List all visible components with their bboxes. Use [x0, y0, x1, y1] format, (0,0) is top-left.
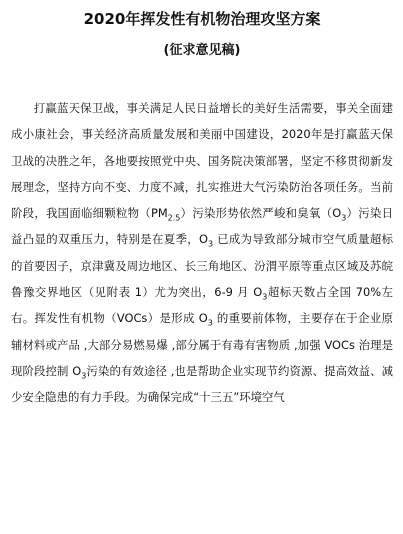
paragraph-text: 污染的有效途径 ,也是帮助企业实现节约资源、提高效益、减少安全隐患的有力手段。为确保完成“十三五”环境空气 — [11, 363, 393, 405]
paragraph-text: ）污染形势依然严峻和臭氧（O — [180, 206, 342, 221]
pm25-subscript: 2.5 — [167, 213, 181, 223]
paragraph-text: 打赢蓝天保卫战，事关满足人民日益增长的美好生活需要，事关全面建成小康社会，事关经济高质量发展和美丽中国建设，2020年是打赢蓝天保卫战的决胜之年，各地要按照党中央、国务院决策部署，坚定不移贯彻新发展理念，坚持方向不变、力度不减，扎实推进大气污染防治各项任务。当前阶段，我国面临细颗粒物（PM — [11, 101, 393, 221]
o3-subscript: 3 — [262, 292, 268, 302]
paragraph-text: 已成为导致部分城市空气质量超标的首要因子，京津冀及周边地区、长三角地区、汾渭平原等重点区域及苏皖鲁豫交界地区（见附表 1）尤为突出，6-9 月 O — [11, 232, 393, 300]
document-subtitle: (征求意见稿) — [163, 43, 241, 58]
body-paragraph — [11, 95, 393, 411]
document-title: 2020年挥发性有机物治理攻坚方案 — [83, 10, 321, 28]
o3-subscript: 3 — [341, 213, 347, 223]
paragraph-text: 超标天数占全国 70%左右。挥发性有机物（VOCs）是形成 O — [11, 285, 393, 326]
paragraph-text: 的重要前体物，主要存在于企业原辅材料或产品 ,大部分易燃易爆 ,部分属于有毒有害物质 ,加强 VOCs 治理是现阶段控制 O — [11, 311, 393, 378]
o3-subscript: 3 — [81, 371, 87, 381]
paragraph-text: ）污染日益凸显的双重压力，特别是在夏季，O — [11, 206, 393, 247]
o3-subscript: 3 — [207, 318, 213, 328]
o3-subscript: 3 — [208, 239, 214, 249]
